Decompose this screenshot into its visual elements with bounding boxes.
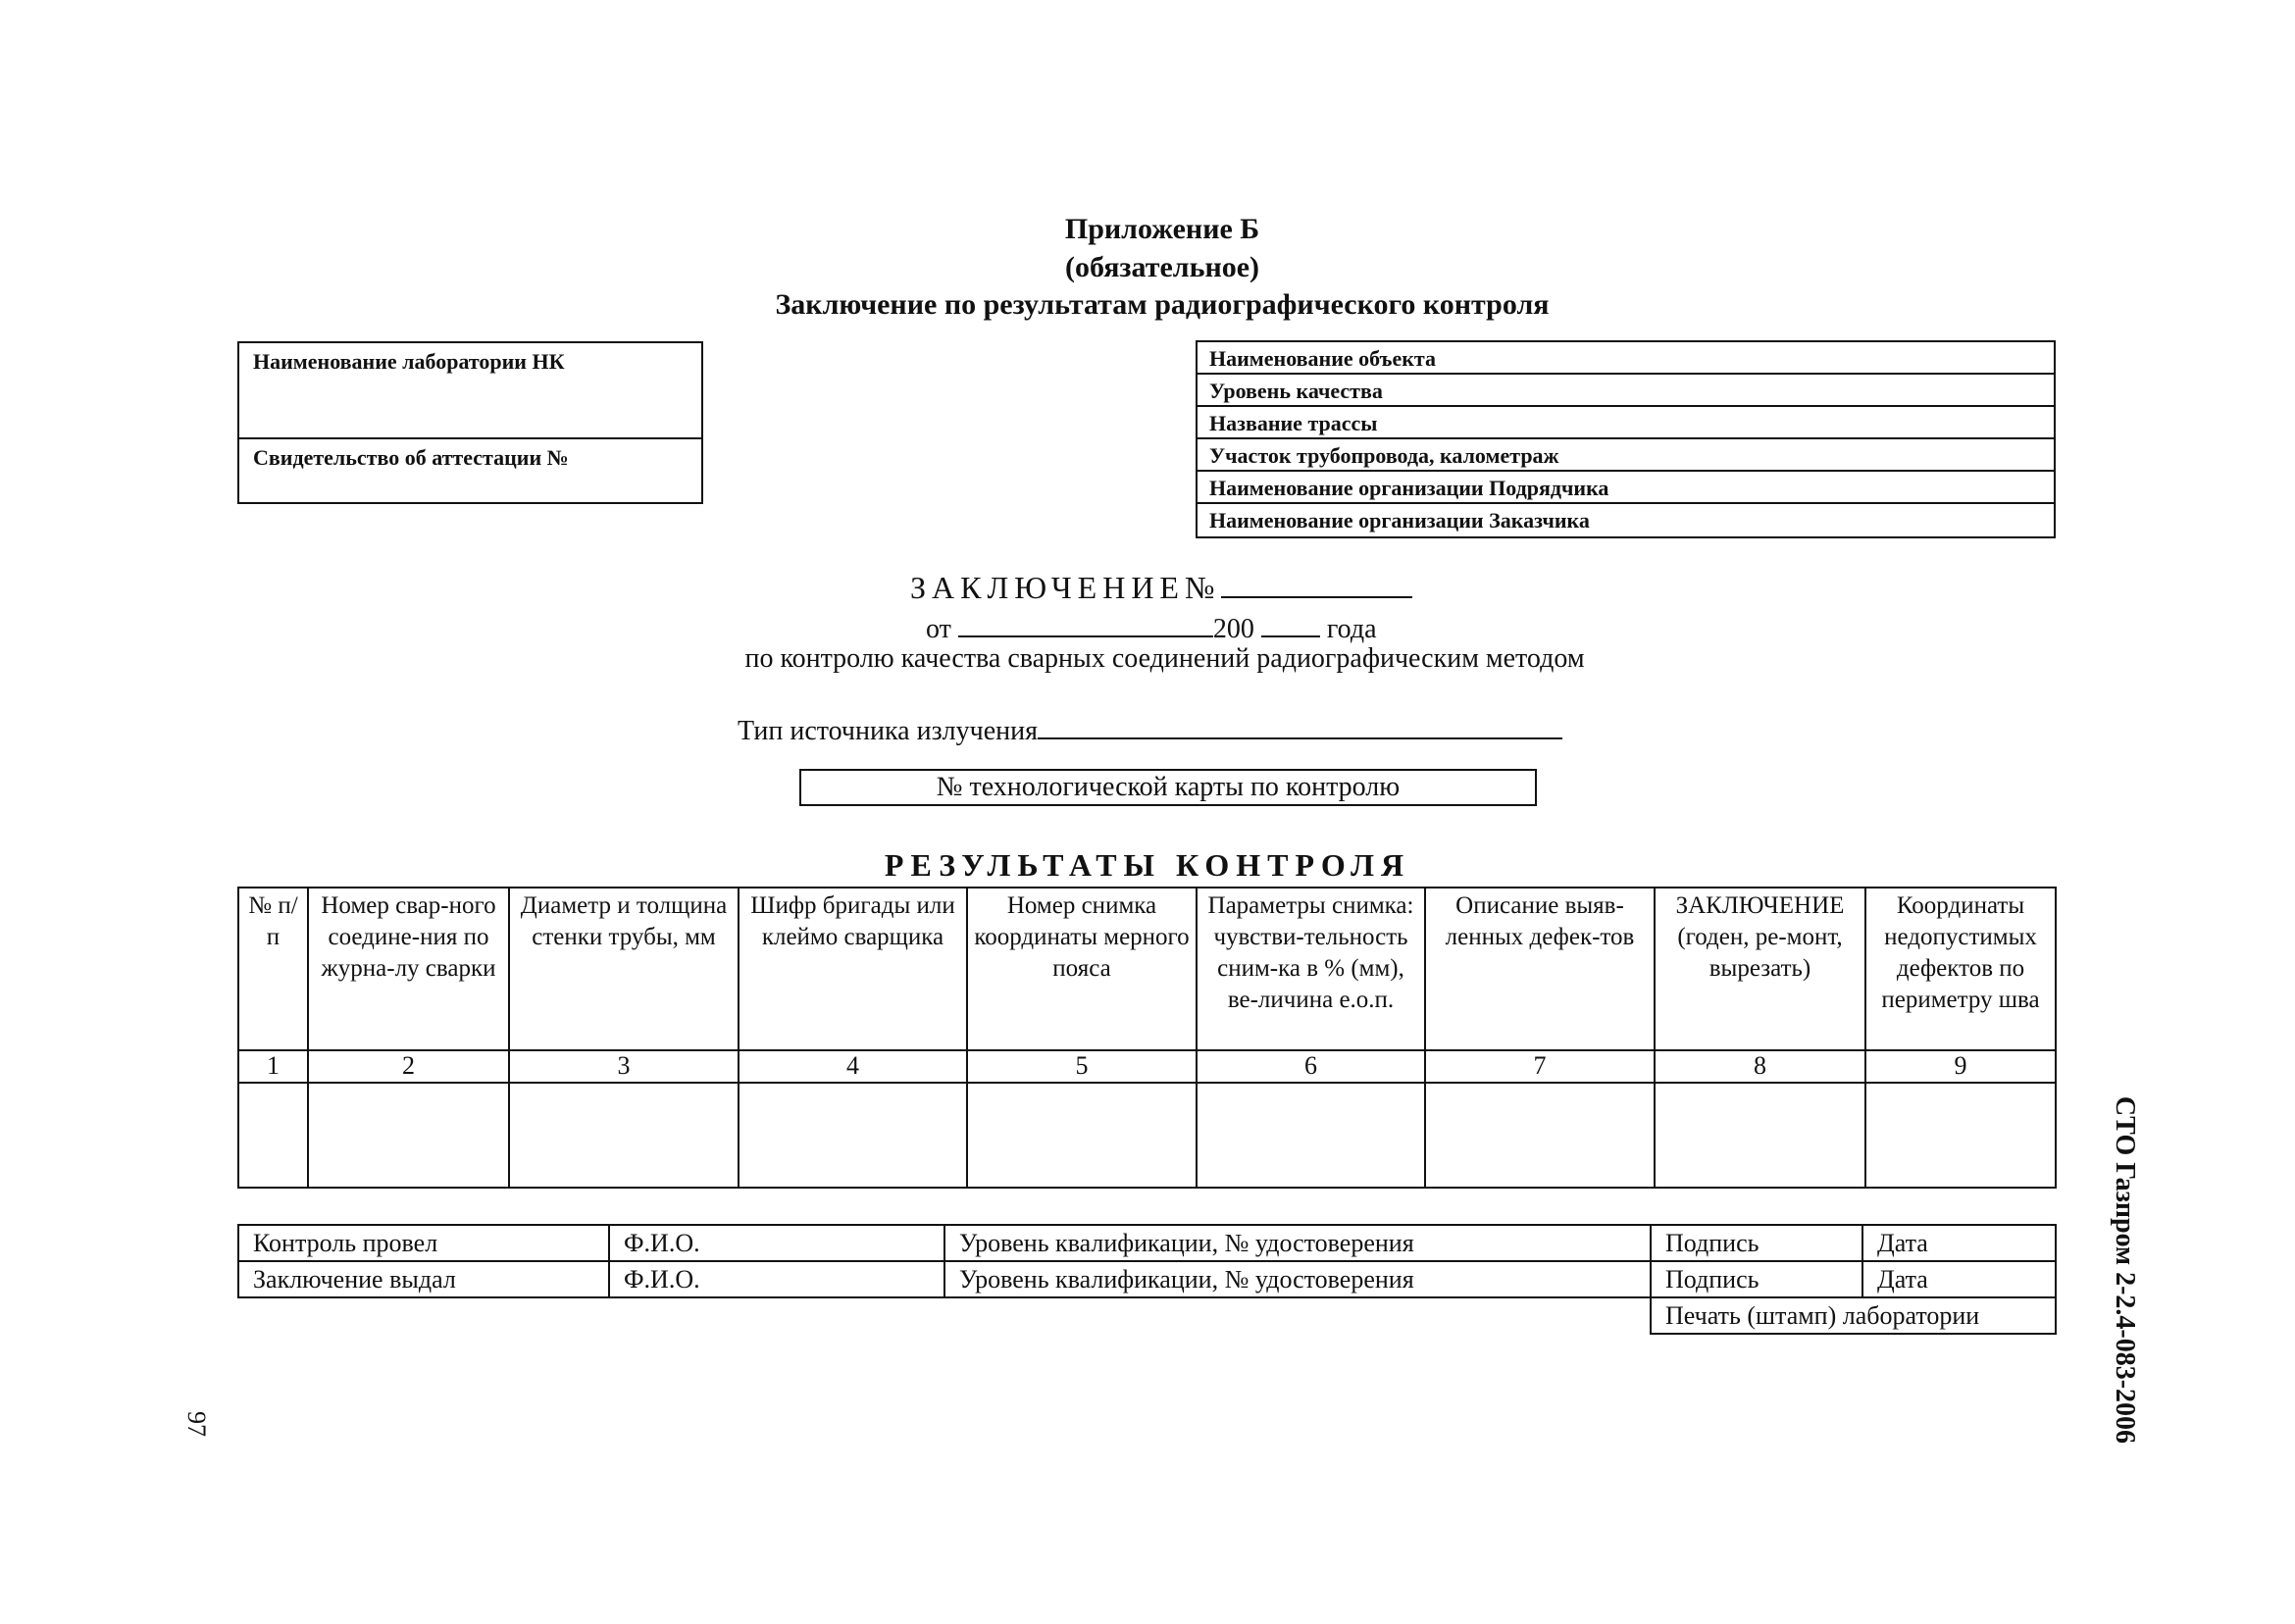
issuer-qualification: Уровень квалификации, № удостоверения [944,1261,1651,1297]
inspector-name: Ф.И.О. [609,1225,944,1261]
certificate-label: Свидетельство об аттестации № [253,445,569,470]
year-field[interactable] [1261,608,1320,637]
col-number: 9 [1865,1050,2056,1083]
data-cell[interactable] [1865,1083,2056,1188]
signature-row-stamp [238,1297,2056,1334]
header-defect-coords: Координаты недопустимых дефектов по периметру шва [1865,888,2056,1050]
page-number-text: 97 [182,1411,211,1437]
header-defects: Описание выяв-ленных дефек-тов [1425,888,1655,1050]
appendix-status: (обязательное) [1064,251,1260,283]
year-suffix: года [1326,614,1377,644]
header-weld-number: Номер свар-ного соедине-ния по журна-лу сварки [308,888,509,1050]
pipeline-section-label: Участок трубопровода, калометраж [1198,439,2054,472]
signature-table [237,1224,2057,1335]
col-number: 8 [1655,1050,1865,1083]
data-cell[interactable] [739,1083,967,1188]
date-from-label: от [926,614,951,644]
empty-cell [609,1297,944,1334]
data-cell[interactable] [308,1083,509,1188]
col-number: 5 [967,1050,1197,1083]
source-type-field[interactable] [1038,710,1562,739]
quality-level-label: Уровень качества [1198,375,2054,407]
issuer-name: Ф.И.О. [609,1261,944,1297]
header-diameter: Диаметр и толщина стенки трубы, мм [509,888,739,1050]
source-type-line [738,710,1562,747]
results-table [237,887,2057,1189]
date-day-field[interactable] [958,608,1213,637]
standard-code-text: СТО Газпром 2-2.4-083-2006 [2110,1095,2140,1445]
empty-cell [944,1297,1651,1334]
data-cell[interactable] [238,1083,308,1188]
appendix-heading: Заключение по результатам радиографического контроля [775,288,1550,321]
source-type-label: Тип источника излучения [738,716,1038,746]
inspector-qualification: Уровень квалификации, № удостоверения [944,1225,1651,1261]
appendix-title: Приложение Б [1064,213,1260,245]
results-header-row [238,888,2056,1050]
col-number: 2 [308,1050,509,1083]
signature-row-issuer [238,1261,2056,1297]
results-number-row [238,1050,2056,1083]
tech-card-box: № технологической карты по контролю [799,769,1537,806]
conclusion-title-line [910,569,1412,606]
issuer-role: Заключение выдал [238,1261,609,1297]
page-number [177,1404,216,1444]
header-image-number: Номер снимка координаты мерного пояса [967,888,1197,1050]
conclusion-date-line [926,608,1377,645]
standard-code [2095,1095,2154,1445]
data-cell[interactable] [967,1083,1197,1188]
inspector-signature: Подпись [1651,1225,1862,1261]
object-name-label: Наименование объекта [1198,342,2054,375]
col-number: 7 [1425,1050,1655,1083]
col-number: 1 [238,1050,308,1083]
header-image-params: Параметры снимка: чувстви-тельность сним-ка в % (мм), ве-личина е.о.п. [1197,888,1425,1050]
issuer-date: Дата [1862,1261,2056,1297]
conclusion-number-field[interactable] [1221,569,1412,598]
year-prefix: 200 [1212,614,1254,644]
header-index: № п/п [238,888,308,1050]
inspector-date: Дата [1862,1225,2056,1261]
results-title: РЕЗУЛЬТАТЫ КОНТРОЛЯ [884,847,1411,883]
issuer-signature: Подпись [1651,1261,1862,1297]
signature-row-inspector [238,1225,2056,1261]
data-cell[interactable] [509,1083,739,1188]
customer-label: Наименование организации Заказчика [1209,508,1590,533]
conclusion-title: ЗАКЛЮЧЕНИЕ№ [910,570,1221,605]
data-cell[interactable] [1655,1083,1865,1188]
inspector-role: Контроль провел [238,1225,609,1261]
empty-cell [238,1297,609,1334]
data-cell[interactable] [1425,1083,1655,1188]
col-number: 4 [739,1050,967,1083]
route-name-label: Название трассы [1198,407,2054,439]
conclusion-subtitle: по контролю качества сварных соединений радиографическим методом [744,643,1585,674]
lab-stamp-label: Печать (штамп) лаборатории [1651,1297,2056,1334]
object-info-box [1196,340,2056,538]
header-conclusion: ЗАКЛЮЧЕНИЕ (годен, ре-монт, вырезать) [1655,888,1865,1050]
col-number: 6 [1197,1050,1425,1083]
lab-name-label: Наименование лаборатории НК [239,343,701,439]
header-brigade: Шифр бригады или клеймо сварщика [739,888,967,1050]
results-data-row [238,1083,2056,1188]
lab-info-box [237,341,703,504]
contractor-label: Наименование организации Подрядчика [1198,472,2054,504]
data-cell[interactable] [1197,1083,1425,1188]
col-number: 3 [509,1050,739,1083]
